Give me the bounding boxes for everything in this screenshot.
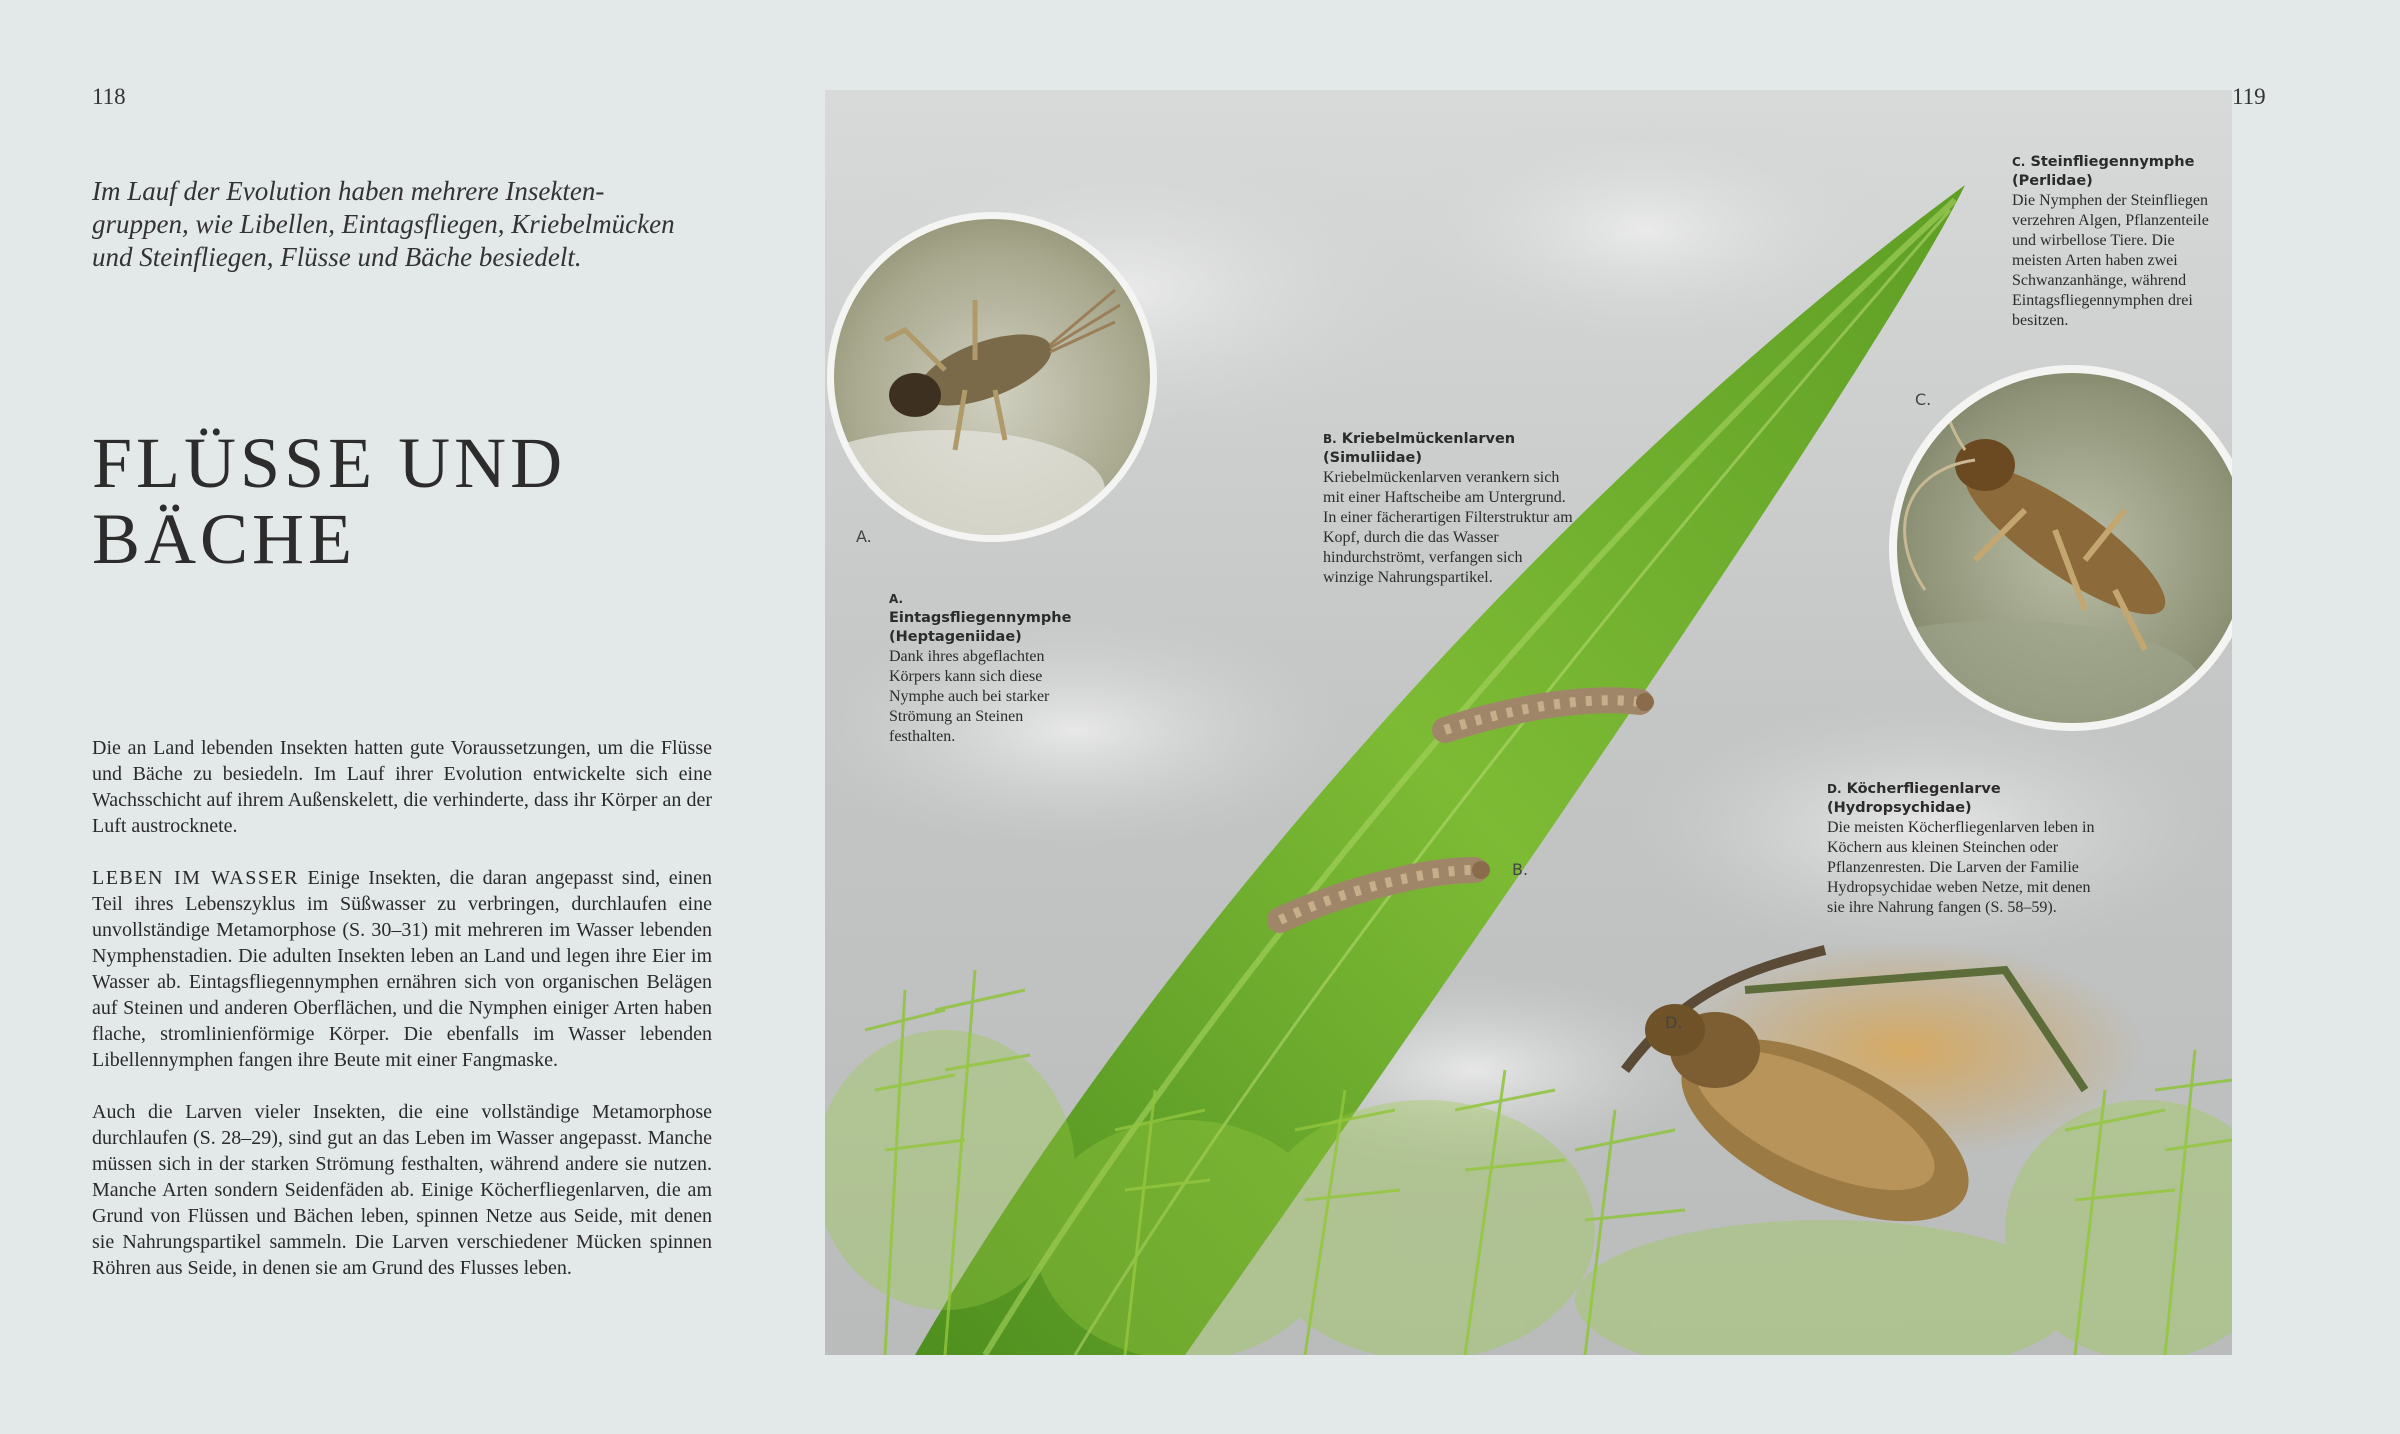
label-d: D. — [1665, 1013, 1683, 1032]
caption-latin: (Heptageniidae) — [889, 629, 1022, 645]
caption-b — [1323, 430, 1573, 588]
intro-line: gruppen, wie Libellen, Eintagsfliegen, Kriebelmücken — [92, 209, 675, 239]
caption-heading — [1323, 430, 1573, 449]
caption-c — [2012, 153, 2222, 331]
caption-body: Die Nymphen der Steinfliegen verzehren Algen, Pflanzenteile und wirbellose Tiere. Die meisten Arten haben zwei Schwanzanhänge, während Eintagsfliegennymphen drei besitzen. — [2012, 192, 2209, 329]
caption-letter: A. — [889, 592, 904, 606]
page-title — [92, 425, 792, 577]
caption-species: Kriebelmückenlarven — [1341, 431, 1516, 447]
title-line: FLÜSSE UND — [92, 423, 567, 503]
label-b: B. — [1512, 860, 1529, 879]
body-paragraph-text: Einige Insekten, die daran angepasst sind, einen Teil ihres Lebenszyklus im Süßwasser zu verbringen, durchlaufen eine unvollständige Metamorphose (S. 30–31) mit mehreren im Wasser lebenden Nymphenstadien. Die adulten Insekten leben an Land und legen ihre Eier im Wasser ab. Eintagsfliegennymphen ernähren sich von organischen Belägen auf Steinen und anderen Oberflächen, und die Nymphen einiger Arten haben flache, stromlinienförmige Körper. Die ebenfalls im Wasser lebenden Libellennymphen fangen ihre Beute mit einer Fangmaske. — [92, 867, 713, 1071]
caption-d — [1827, 780, 2097, 918]
intro-line: Im Lauf der Evolution haben mehrere Insekten- — [92, 176, 605, 206]
caption-heading — [889, 590, 1089, 628]
section-lead: LEBEN IM WASSER — [92, 867, 300, 889]
caption-letter: D. — [1827, 782, 1842, 796]
body-paragraph: Die an Land lebenden Insekten hatten gute Voraussetzungen, um die Flüsse und Bäche zu besiedeln. Im Lauf ihrer Evolution entwickelte sich eine Wachsschicht auf ihrem Außenskelett, die verhinderte, dass ihr Körper an der Luft austrocknete. — [92, 737, 712, 837]
caption-a — [889, 590, 1089, 747]
caption-species: Steinfliegennymphe — [2030, 154, 2195, 170]
caption-letter: C. — [2012, 155, 2026, 169]
title-line: BÄCHE — [92, 499, 357, 579]
body-paragraph: Auch die Larven vieler Insekten, die eine vollständige Metamorphose durchlaufen (S. 28–29), sind gut an das Leben im Wasser angepasst. Manche müssen sich in der starken Strömung festhalten, während andere sie nutzen. Manche Arten sondern Seidenfäden ab. Einige Köcherfliegenlarven, die am Grund von Flüssen und Bächen leben, spinnen Netze aus Seide, mit denen sie Nahrungspartikel sammeln. Die Larven verschiedener Mücken spinnen Röhren aus Seide, in denen sie am Grund des Flusses leben. — [92, 1101, 712, 1279]
intro-line: und Steinfliegen, Flüsse und Bäche besiedelt. — [92, 242, 582, 272]
label-c: C. — [1915, 390, 1932, 409]
body-paragraph — [92, 865, 712, 1073]
caption-species: Köcherfliegenlarve — [1846, 781, 2001, 797]
intro-text — [92, 175, 772, 274]
body-text — [92, 735, 712, 1307]
caption-heading — [2012, 153, 2222, 172]
caption-species: Eintagsfliegennymphe — [889, 610, 1072, 626]
caption-letter: B. — [1323, 432, 1337, 446]
caption-latin: (Simuliidae) — [1323, 450, 1423, 466]
caption-heading — [1827, 780, 2097, 799]
page-number-right: 119 — [2232, 84, 2266, 109]
label-a: A. — [856, 527, 872, 546]
caption-body: Die meisten Köcherfliegenlarven leben in Köchern aus kleinen Steinchen oder Pflanzenresten. Die Larven der Familie Hydropsychidae weben Netze, mit denen sie ihre Nahrung fangen (S. 58–59). — [1827, 819, 2095, 916]
page-number-left: 118 — [92, 84, 126, 109]
caption-body: Dank ihres abgeflachten Körpers kann sich diese Nymphe auch bei starker Strömung an Steinen festhalten. — [889, 648, 1050, 745]
caption-body: Kriebelmückenlarven verankern sich mit einer Haftscheibe am Untergrund. In einer fächerartigen Filterstruktur am Kopf, durch die das Wasser hindurchströmt, verfangen sich winzige Nahrungspartikel. — [1323, 469, 1573, 586]
caption-latin: (Hydropsychidae) — [1827, 800, 1972, 816]
caption-latin: (Perlidae) — [2012, 173, 2093, 189]
